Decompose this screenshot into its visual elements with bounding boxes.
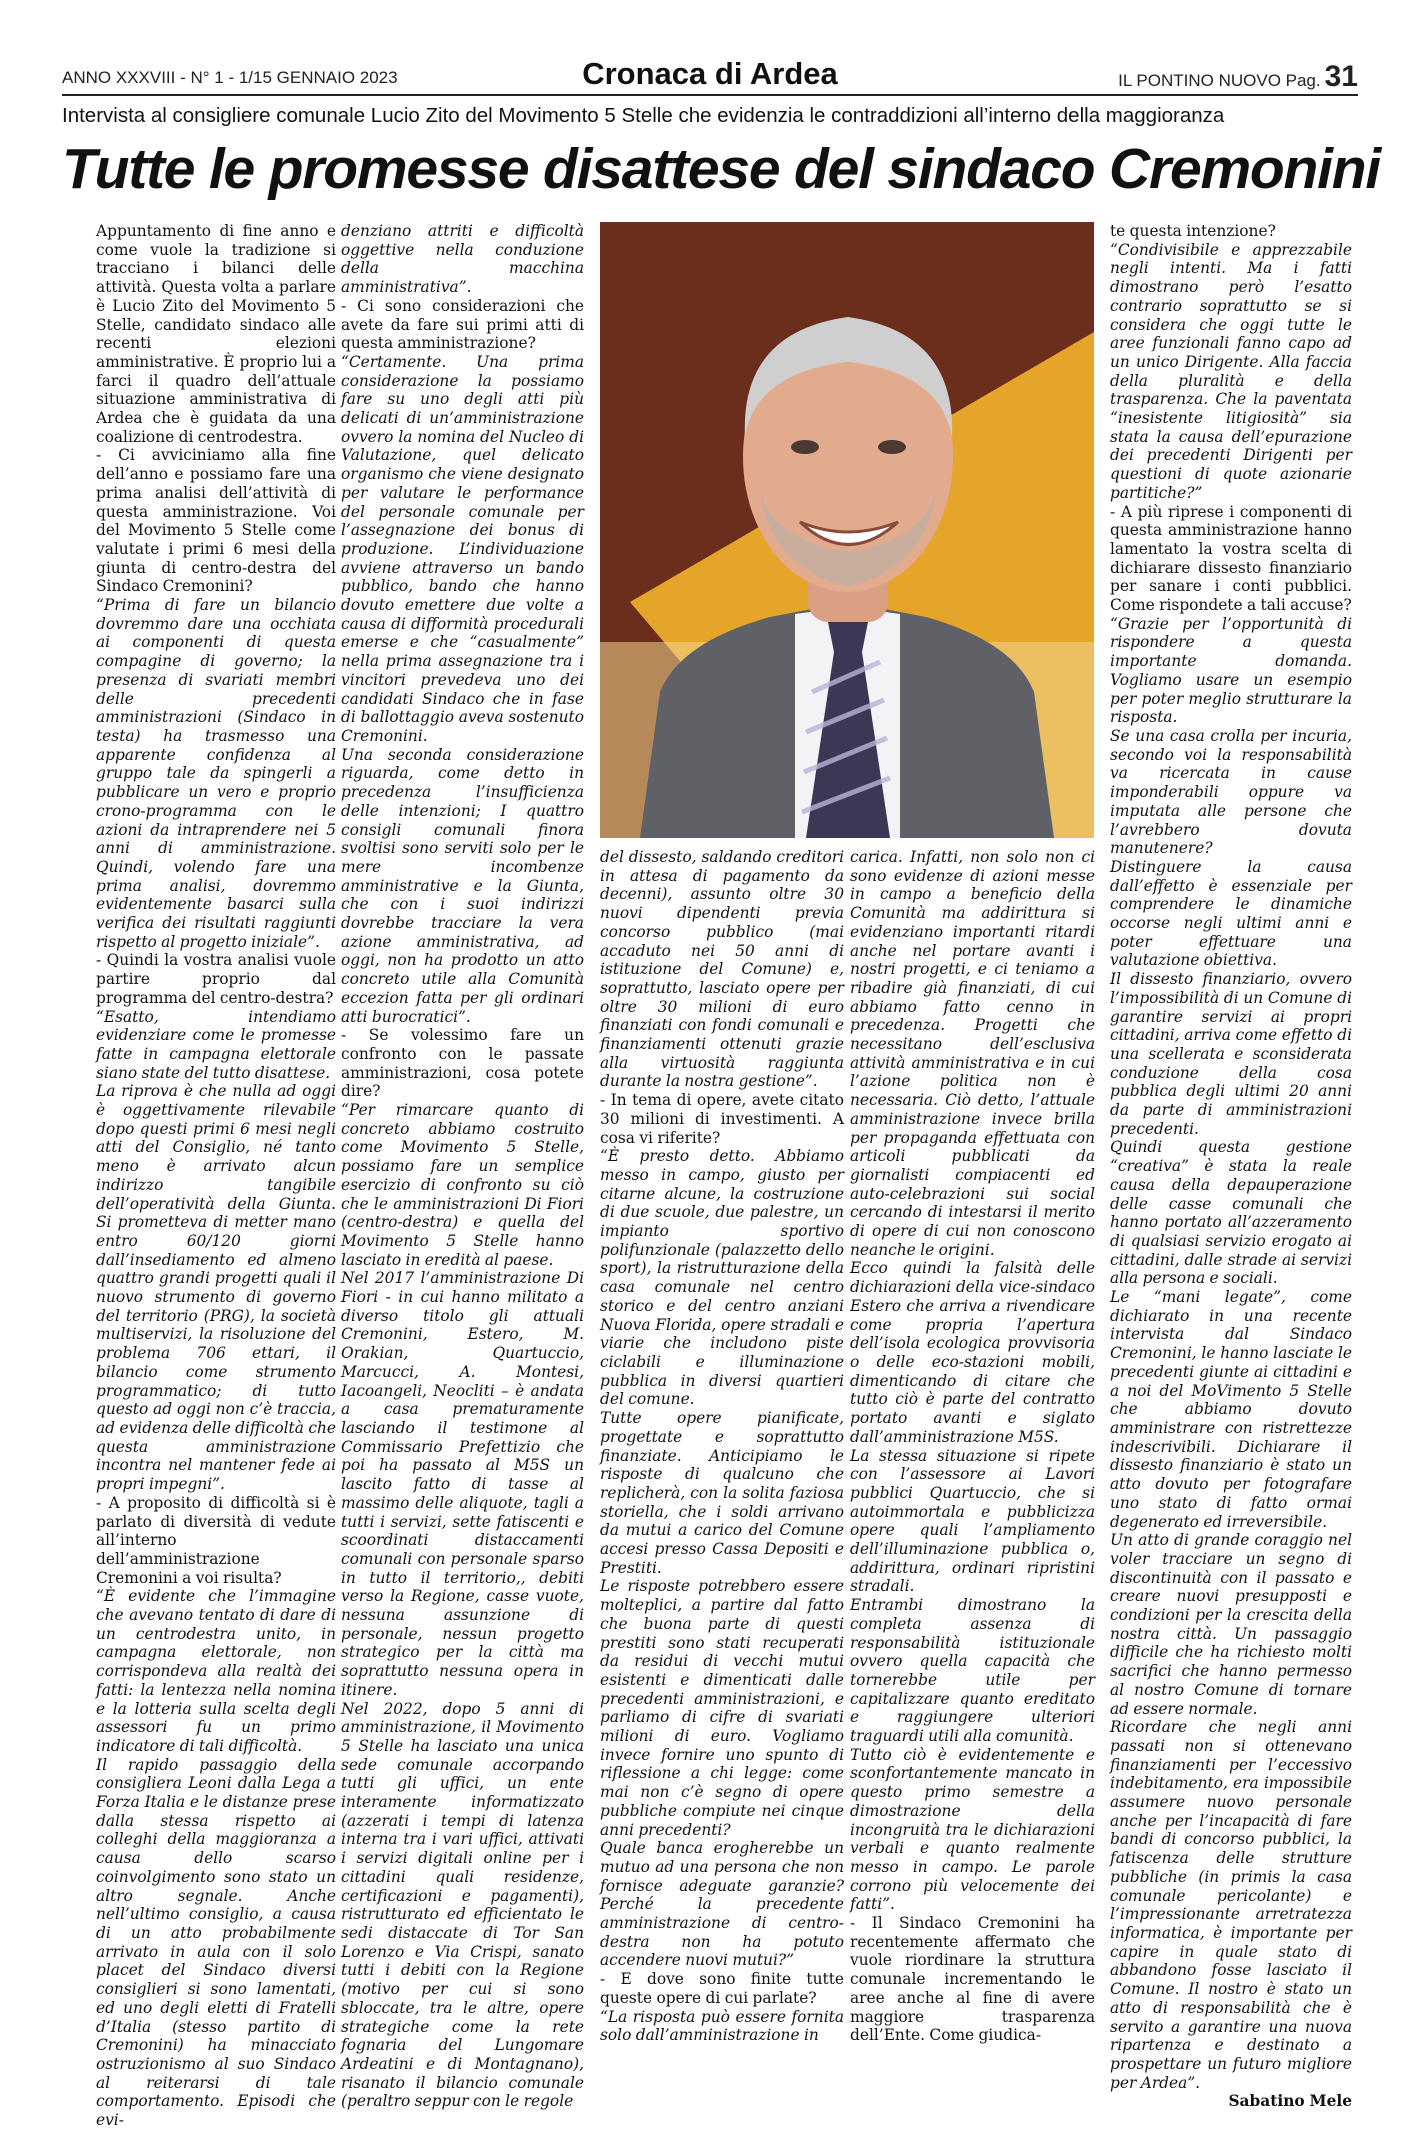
paragraph: - Ci avviciniamo alla fine dell’anno e possiamo fare una prima analisi dell’attività di questa amministrazione. Voi del Movimento 5 Stelle come valutate i primi 6 mesi della giunta di centro-destra del Sindaco Cremonini? (96, 446, 336, 596)
article-column-3 (600, 848, 844, 2045)
paragraph: “È evidente che l’immagine che avevano tentato di dare di un centrodestra unito, in campagna elettorale, non corrispondeva alla realtà dei fatti: la lentezza nella nomina e la lotteria sulla scelta degli assessori fu un primo indicatore di tali difficoltà. (96, 1587, 336, 1755)
article-column-2 (341, 222, 584, 2111)
article-column-1 (96, 222, 336, 2130)
right-eye (878, 440, 906, 454)
masthead (62, 56, 1358, 96)
paragraph: del dissesto, saldando creditori in attesa di pagamento da decenni), assunto oltre 30 nuovi dipendenti previa concorso pubblico (mai accaduto nei 50 anni di istituzione del Comune) e, soprattutto, lasciato opere per oltre 30 milioni di euro finanziati con fondi comunali e finanziamenti ottenuti grazie alla virtuosità raggiunta durante la nostra gestione”. (600, 848, 844, 1091)
paragraph: denziano attriti e difficoltà oggettive nella conduzione della macchina amministrativa”. (341, 222, 584, 297)
paragraph: “Condivisibile e apprezzabile negli intenti. Ma i fatti dimostrano però l’esatto contrario soprattutto se si considera che oggi tutte le aree funzionali fanno capo ad un unico Dirigente. Alla faccia della pluralità e della trasparenza. Che la paventata “inesistente litigiosità” sia stata la causa dell’epurazione dei precedenti Dirigenti per questioni di quote azionarie partitiche?” (1110, 240, 1352, 502)
paragraph: “È presto detto. Abbiamo messo in campo, giusto per citarne alcune, la costruzione di due scuole, due palestre, un impianto sportivo polifunzionale (palazzetto dello sport), la ristrutturazione della casa comunale nel centro storico e del centro anziani Nuova Florida, opere stradali e viarie che includono piste ciclabili e illuminazione pubblica in diversi quartieri del comune. (600, 1147, 844, 1409)
paragraph: Quale banca erogherebbe un mutuo ad una persona che non fornisce adeguate garanzie? Perché la precedente amministrazione di centro-destra non ha potuto accendere nuovi mutui?” (600, 1839, 844, 1970)
article-column-4 (850, 848, 1095, 2045)
paragraph: Ecco quindi la falsità delle dichiarazioni della vice-sindaco Estero che arriva a rivendicare come propria l’apertura dell’isola ecologica provvisoria o delle eco-stazioni mobili, dimenticando di citare che tutto ciò è parte del contratto portato avanti e siglato dall’amministrazione M5S. (850, 1259, 1095, 1446)
paragraph: La riprova è che nulla ad oggi è oggettivamente rilevabile dopo questi primi 6 mesi negli atti del Consiglio, né tanto meno è arrivato alcun indirizzo tangibile dell’operatività della Giunta. Si prometteva di metter mano entro 60/120 giorni dall’insediamento ed almeno quattro grandi progetti quali il nuovo strumento di governo del territorio (PRG), la società multiservizi, la risoluzione del problema 706 ettari, il bilancio come strumento programmatico; di tutto questo ad oggi non c’è traccia, ad evidenza delle difficoltà che questa amministrazione incontra nel mantener fede ai propri impegni”. (96, 1082, 336, 1494)
section-title: Cronaca di Ardea (582, 56, 838, 91)
paragraph: “Grazie per l’opportunità di rispondere a questa importante domanda. Vogliamo usare un esempio per poter meglio strutturare la risposta. (1110, 614, 1352, 727)
paragraph: Entrambi dimostrano la completa assenza di responsabilità istituzionale ovvero quella capacità che tornerebbe utile per capitalizzare quanto ereditato e raggiungere ulteriori traguardi utili alla comunità. (850, 1596, 1095, 1746)
paragraph: - A proposito di difficoltà si è parlato di diversità di vedute all’interno dell’amministrazione Cremonini a voi risulta? (96, 1493, 336, 1587)
paragraph: Nel 2017 l’amministrazione Di Fiori - in cui hanno militato a diverso titolo gli attuali Cremonini, Estero, M. Orakian, Quartuccio, Marcucci, A. Montesi, Iacoangeli, Neocliti – è andata a casa prematuramente lasciando il testimone al Commissario Prefettizio che poi ha passato al M5S un lascito fatto di tasse al massimo delle aliquote, tagli a tutti i servizi, sette fatiscenti e scoordinati distaccamenti comunali con personale sparso in tutto il territorio,, debiti verso la Regione, casse vuote, nessuna assunzione di personale, nessun progetto strategico per la città ma soprattutto nessuna opera in itinere. (341, 1269, 584, 1699)
paragraph: Le risposte potrebbero essere molteplici, a partire dal fatto che buona parte di questi prestiti sono stati recuperati da residui di vecchi mutui esistenti e dimenticati dalle precedenti amministrazioni, e parliamo di cifre di svariati milioni di euro. Vogliamo invece fornire uno spunto di riflessione a chi legge: come mai non c’è segno di opere pubbliche compiute nei cinque anni precedenti? (600, 1577, 844, 1839)
issue-info: ANNO XXXVIII - N° 1 - 1/15 GENNAIO 2023 (62, 68, 398, 87)
paragraph: Tutto ciò è evidentemente e sconfortantemente mancato in questo primo semestre a dimostrazione della incongruità tra le dichiarazioni verbali e quanto realmente messo in campo. Le parole corrono più velocemente dei fatti”. (850, 1745, 1095, 1914)
paragraph: Se una casa crolla per incuria, secondo voi la responsabilità va ricercata in cause imponderabili oppure va imputata alle persone che l’avrebbero dovuta manutenere? (1110, 726, 1352, 858)
paragraph: - Se volessimo fare un confronto con le passate amministrazioni, cosa potete dire? (341, 1026, 584, 1101)
paragraph: - A più riprese i componenti di questa amministrazione hanno lamentato la vostra scelta di dichiarare dissesto finanziario per sanare i conti pubblici. Come rispondete a tali accuse? (1110, 502, 1352, 615)
kicker: Intervista al consigliere comunale Lucio Zito del Movimento 5 Stelle che evidenzia le contraddizioni all’interno della maggioranza (62, 104, 1225, 127)
paragraph: Ricordare che negli anni passati non si ottenevano finanziamenti per l’eccessivo indebitamento, era impossibile assumere nuovo personale anche per l’incapacità di fare bandi di concorso pubblici, la fatiscenza delle strutture pubbliche (in primis la casa comunale pericolante) e l’impressionante arretratezza informatica, è importante per capire in quale stato di abbandono fosse lasciato il Comune. Il nostro è stato un atto di responsabilità che è servito a garantire una nuova ripartenza e destinato a prospettare un futuro migliore per Ardea”. (1110, 1718, 1352, 2092)
paragraph: - In tema di opere, avete citato 30 milioni di investimenti. A cosa vi riferite? (600, 1091, 844, 1147)
paragraph: carica. Infatti, non solo non ci sono evidenze di azioni messe in campo a beneficio della Comunità ma addirittura si evidenziano importanti ritardi anche nel portare avanti i nostri progetti, e ci teniamo a ribadire già finanziati, di cui abbiamo fatto cenno in precedenza. Progetti che necessitano dell’esclusiva attività amministrativa e in cui l’azione politica non è necessaria. Ciò detto, l’attuale amministrazione invece brilla per propaganda effettuata con articoli pubblicati da giornalisti compiacenti ed auto-celebrazioni sui social cercando di intestarsi il merito di opere di cui non conoscono neanche le origini. (850, 848, 1095, 1259)
publication-name: IL PONTINO NUOVO Pag. (1118, 71, 1321, 90)
paragraph: La stessa situazione si ripete con l’assessore ai Lavori pubblici Quartuccio, che si autoimmortala e pubblicizza opere quali l’ampliamento dell’illuminazione pubblica o, addirittura, ordinari ripristini stradali. (850, 1446, 1095, 1596)
paragraph: te questa intenzione? (1110, 222, 1276, 240)
paragraph: “La risposta può essere fornita solo dall’amministrazione in (600, 2007, 844, 2045)
paragraph: Un atto di grande coraggio nel voler tracciare un segno di discontinuità con il passato e creare nuovi presupposti e condizioni per la crescita della nostra città. Un passaggio difficile che ha richiesto molti sacrifici che hanno permesso al nostro Comune di tornare ad essere normale. (1110, 1531, 1352, 1718)
publication-info (1118, 60, 1358, 94)
paragraph: Il rapido passaggio della consigliera Leoni dalla Lega a Forza Italia e le distanze prese dalla stessa rispetto ai colleghi della maggioranza a causa dello scarso coinvolgimento sono stato un altro segnale. Anche nell’ultimo consiglio, a causa di un atto probabilmente arrivato in aula con il solo placet del Sindaco diversi consiglieri si sono lamentati, ed uno degli eletti di Fratelli d’Italia (stesso partito di Cremonini) ha minacciato ostruzionismo al suo Sindaco al reiterarsi di tale comportamento. Episodi che evi- (96, 1755, 336, 2130)
paragraph: Il dissesto finanziario, ovvero l’impossibilità di un Comune di garantire servizi ai propri cittadini, arriva come effetto di una scellerata e sconsiderata conduzione della cosa pubblica degli ultimi 20 anni da parte di amministrazioni precedenti. (1110, 970, 1352, 1138)
paragraph: “Prima di fare un bilancio dovremmo dare una occhiata ai componenti di questa compagine di governo; la presenza di svariati membri delle precedenti amministrazioni (Sindaco in testa) ha trasmesso una apparente confidenza al gruppo tale da spingerli a pubblicare un vero e proprio crono-programma con le azioni da intraprendere nei 5 anni di amministrazione. Quindi, volendo fare una prima analisi, dovremmo evidentemente basarci sulla verifica dei risultati raggiunti rispetto al progetto iniziale”. (96, 596, 336, 951)
portrait-illustration (600, 222, 1094, 838)
paragraph: Quindi questa gestione “creativa” è stata la reale causa della depauperazione delle casse comunali che hanno portato all’azzeramento di qualsiasi servizio erogato ai cittadini, dalle strade ai servizi alla persona e sociali. (1110, 1138, 1352, 1288)
paragraph: - Il Sindaco Cremonini ha recentemente affermato che vuole riordinare la struttura comunale incrementando le aree anche al fine di avere maggiore trasparenza dell’Ente. Come giudica- (850, 1914, 1095, 2045)
portrait-photo (600, 222, 1094, 838)
paragraph: - E dove sono finite tutte queste opere di cui parlate? (600, 1970, 844, 2007)
paragraph: “Certamente. Una prima considerazione la possiamo fare su uno degli atti più delicati di un’amministrazione ovvero la nomina del Nucleo di Valutazione, quel delicato organismo che viene designato per valutare le performance del personale comunale per l’assegnazione dei bonus di produzione. L’individuazione avviene attraverso un bando pubblico, bando che hanno dovuto emettere due volte a causa di difformità procedurali emerse e che “casualmente” nella prima assegnazione tra i vincitori prevedeva uno dei candidati Sindaco che in fase di ballottaggio aveva sostenuto Cremonini. (341, 352, 584, 745)
paragraph: Distinguere la causa dall’effetto è essenziale per comprendere le dinamiche occorse negli ultimi anni e poter effettuare una valutazione obiettiva. (1110, 857, 1352, 970)
paragraph: Nel 2022, dopo 5 anni di amministrazione, il Movimento 5 Stelle ha lasciato una unica sede comunale accorpando tutti gli uffici, un ente interamente informatizzato (azzerati i tempi di latenza interna tra i vari uffici, attivati i servizi digitali online per i cittadini quali residenze, certificazioni e pagamenti), ristrutturato ed efficientato le sedi distaccate di Tor San Lorenzo e Via Crispi, sanato tutti i debiti con la Regione (motivo per cui si sono sbloccate, tra le altre, opere strategiche come la rete fognaria del Lungomare Ardeatini e di Montagnano), risanato il bilancio comunale (peraltro seppur con le regole (341, 1699, 584, 2111)
article-column-5 (1110, 222, 1352, 2111)
headline: Tutte le promesse disattese del sindaco Cremonini (62, 137, 1381, 201)
paragraph: Una seconda considerazione riguarda, come detto in precedenza l’insufficienza delle intenzioni; I quattro consigli comunali finora svoltisi sono serviti solo per le mere incombenze amministrative e la Giunta, che con i suoi indirizzi dovrebbe tracciare la vera azione amministrativa, ad oggi, non ha prodotto un atto concreto utile alla Comunità eccezion fatta per gli ordinari atti burocratici”. (341, 745, 584, 1026)
paragraph: - Quindi la vostra analisi vuole partire proprio dal programma del centro-destra? (96, 951, 336, 1007)
paragraph: - Ci sono considerazioni che avete da fare sui primi atti di questa amministrazione? (341, 296, 584, 353)
byline: Sabatino Mele (1228, 2092, 1352, 2111)
paragraph: Tutte opere pianificate, progettate e soprattutto finanziate. Anticipiamo le risposte di qualcuno che replicherà, con la solita faziosa storiella, che i soldi arrivano da mutui a carico del Comune accesi presso Cassa Depositi e Prestiti. (600, 1409, 844, 1577)
paragraph: “Esatto, intendiamo evidenziare come le promesse fatte in campagna elettorale siano state del tutto disattese. (96, 1007, 336, 1082)
paragraph: Le “mani legate”, come dichiarato in una recente intervista dal Sindaco Cremonini, le hanno lasciate le precedenti giunte ai cittadini e a noi del MoVimento 5 Stelle che abbiamo dovuto amministrare con ristrettezze indescrivibili. Dichiarare il dissesto finanziario è stato un atto dovuto per fotografare uno stato di fatto ormai degenerato ed irreversibile. (1110, 1288, 1352, 1531)
page-number: 31 (1324, 60, 1358, 93)
left-eye (791, 440, 819, 454)
paragraph: “Per rimarcare quanto di concreto abbiamo costruito come Movimento 5 Stelle, possiamo fare un semplice esercizio di confronto su ciò che le amministrazioni Di Fiori (centro-destra) e quella del Movimento 5 Stelle hanno lasciato in eredità al paese. (341, 1101, 584, 1269)
paragraph: Appuntamento di fine anno e come vuole la tradizione si tracciano i bilanci delle attività. Questa volta a parlare è Lucio Zito del Movimento 5 Stelle, candidato sindaco alle recenti elezioni amministrative. È proprio lui a farci il quadro dell’attuale situazione amministrativa di Ardea che è guidata da una coalizione di centrodestra. (96, 222, 336, 446)
